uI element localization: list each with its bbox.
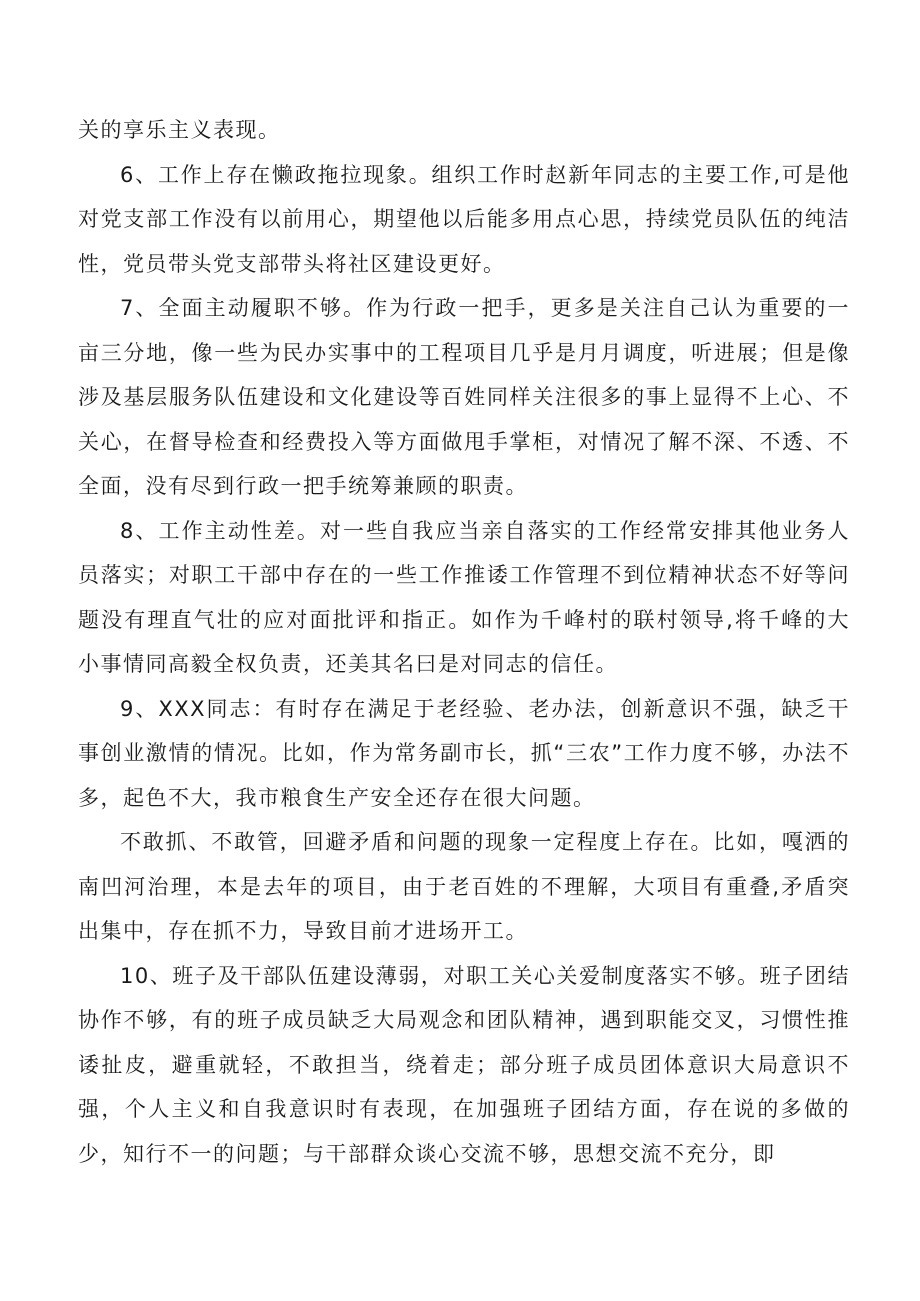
paragraph-item-6: 6、工作上存在懒政拖拉现象。组织工作时赵新年同志的主要工作,可是他对党支部工作没有以前用心，期望他以后能多用点心思，持续党员队伍的纯洁性，党员带头党支部带头将社区建设更好。 <box>78 162 850 276</box>
paragraph-item-10: 10、班子及干部队伍建设薄弱，对职工关心关爱制度落实不够。班子团结协作不够，有的班子成员缺乏大局观念和团队精神，遇到职能交叉，习惯性推诿扯皮，避重就轻，不敢担当，绕着走；部分班子成员团体意识大局意识不强，个人主义和自我意识时有表现，在加强班子团结方面，存在说的多做的少，知行不一的问题；与干部群众谈心交流不够，思想交流不充分，即 <box>78 963 850 1166</box>
paragraph-item-9: 9、XXX同志：有时存在满足于老经验、老办法，创新意识不强，缺乏干事创业激情的情况。比如，作为常务副市长，抓“三农”工作力度不够，办法不多，起色不大，我市粮食生产安全还存在很大问题。 <box>78 696 850 810</box>
document-body <box>78 108 850 1176</box>
paragraph-item-9-followup: 不敢抓、不敢管，回避矛盾和问题的现象一定程度上存在。比如，嘎洒的南凹河治理，本是去年的项目，由于老百姓的不理解，大项目有重叠,矛盾突出集中，存在抓不力，导致目前才进场开工。 <box>78 830 850 943</box>
paragraph-continuation: 关的享乐主义表现。 <box>78 118 281 142</box>
paragraph-item-8: 8、工作主动性差。对一些自我应当亲自落实的工作经常安排其他业务人员落实；对职工干部中存在的一些工作推诿工作管理不到位精神状态不好等问题没有理直气壮的应对面批评和指正。如作为千峰村的联村领导,将千峰的大小事情同高毅全权负责，还美其名曰是对同志的信任。 <box>78 518 850 676</box>
paragraph-item-7: 7、全面主动履职不够。作为行政一把手，更多是关注自己认为重要的一亩三分地，像一些为民办实事中的工程项目几乎是月月调度，听进展；但是像涉及基层服务队伍建设和文化建设等百姓同样关注很多的事上显得不上心、不关心，在督导检查和经费投入等方面做甩手掌柜，对情况了解不深、不透、不全面，没有尽到行政一把手统筹兼顾的职责。 <box>78 296 850 498</box>
